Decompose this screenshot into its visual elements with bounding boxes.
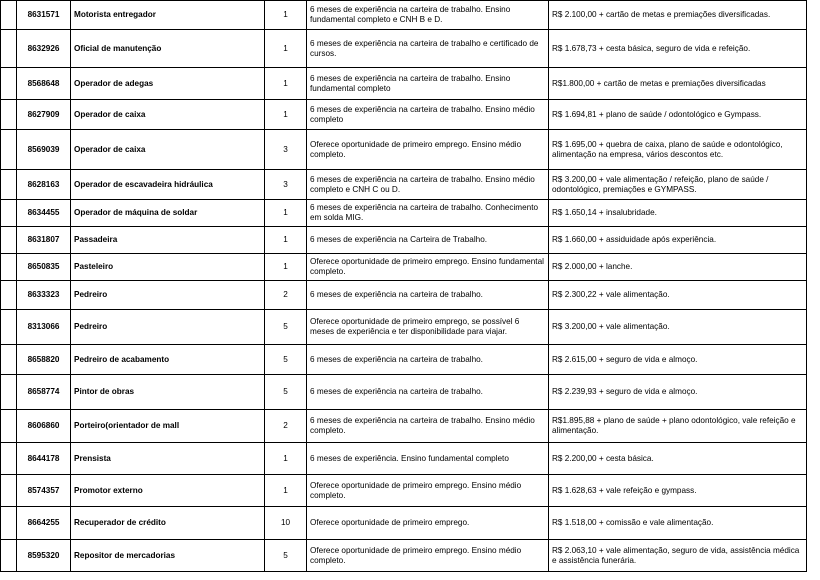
job-code-cell: 8628163 <box>17 170 71 200</box>
job-row <box>1 1 807 30</box>
job-title-cell: Promotor externo <box>71 475 265 507</box>
job-row <box>1 170 807 200</box>
vacancy-count-cell: 2 <box>265 410 307 443</box>
job-title-cell: Operador de máquina de soldar <box>71 200 265 227</box>
job-title-cell: Recuperador de crédito <box>71 507 265 540</box>
vacancy-count-cell: 5 <box>265 310 307 345</box>
job-title-cell: Passadeira <box>71 227 265 254</box>
salary-benefits-cell: R$ 3.200,00 + vale alimentação / refeição, plano de saúde / odontológico, premiações e GYMPASS. <box>549 170 807 200</box>
job-title-cell: Motorista entregador <box>71 1 265 30</box>
row-margin-cell <box>1 310 17 345</box>
vacancy-count-cell: 5 <box>265 375 307 410</box>
requirements-cell: 6 meses de experiência na Carteira de Trabalho. <box>307 227 549 254</box>
vacancy-count-cell: 1 <box>265 1 307 30</box>
job-row <box>1 100 807 130</box>
requirements-cell: 6 meses de experiência na carteira de trabalho. Ensino fundamental completo e CNH B e D. <box>307 1 549 30</box>
row-margin-cell <box>1 30 17 68</box>
salary-benefits-cell: R$ 2.615,00 + seguro de vida e almoço. <box>549 345 807 375</box>
job-title-cell: Operador de caixa <box>71 130 265 170</box>
row-margin-cell <box>1 200 17 227</box>
job-title-cell: Repositor de mercadorias <box>71 540 265 572</box>
row-margin-cell <box>1 443 17 475</box>
job-title-cell: Pedreiro <box>71 281 265 310</box>
job-title-cell: Oficial de manutenção <box>71 30 265 68</box>
requirements-cell: 6 meses de experiência na carteira de trabalho. Ensino fundamental completo <box>307 68 549 100</box>
job-code-cell: 8631807 <box>17 227 71 254</box>
vacancy-count-cell: 1 <box>265 227 307 254</box>
job-row <box>1 254 807 281</box>
requirements-cell: 6 meses de experiência na carteira de trabalho. Ensino médio completo <box>307 100 549 130</box>
job-title-cell: Porteiro(orientador de mall <box>71 410 265 443</box>
salary-benefits-cell: R$ 2.239,93 + seguro de vida e almoço. <box>549 375 807 410</box>
salary-benefits-cell: R$ 1.694,81 + plano de saúde / odontológico e Gympass. <box>549 100 807 130</box>
row-margin-cell <box>1 170 17 200</box>
row-margin-cell <box>1 1 17 30</box>
job-title-cell: Pintor de obras <box>71 375 265 410</box>
job-title-cell: Operador de adegas <box>71 68 265 100</box>
salary-benefits-cell: R$ 1.628,63 + vale refeição e gympass. <box>549 475 807 507</box>
requirements-cell: Oferece oportunidade de primeiro emprego. Ensino médio completo. <box>307 130 549 170</box>
salary-benefits-cell: R$ 2.200,00 + cesta básica. <box>549 443 807 475</box>
salary-benefits-cell: R$ 1.518,00 + comissão e vale alimentação. <box>549 507 807 540</box>
job-code-cell: 8627909 <box>17 100 71 130</box>
salary-benefits-cell: R$ 1.678,73 + cesta básica, seguro de vida e refeição. <box>549 30 807 68</box>
vacancy-count-cell: 10 <box>265 507 307 540</box>
row-margin-cell <box>1 345 17 375</box>
job-title-cell: Pedreiro de acabamento <box>71 345 265 375</box>
job-title-cell: Prensista <box>71 443 265 475</box>
vacancy-count-cell: 1 <box>265 68 307 100</box>
requirements-cell: 6 meses de experiência na carteira de trabalho. Ensino médio completo. <box>307 410 549 443</box>
job-row <box>1 475 807 507</box>
vacancy-count-cell: 1 <box>265 200 307 227</box>
job-row <box>1 345 807 375</box>
row-margin-cell <box>1 507 17 540</box>
salary-benefits-cell: R$1.895,88 + plano de saúde + plano odontológico, vale refeição e alimentação. <box>549 410 807 443</box>
row-margin-cell <box>1 410 17 443</box>
vacancy-count-cell: 3 <box>265 130 307 170</box>
job-code-cell: 8650835 <box>17 254 71 281</box>
job-code-cell: 8595320 <box>17 540 71 572</box>
job-row <box>1 507 807 540</box>
salary-benefits-cell: R$ 1.695,00 + quebra de caixa, plano de saúde e odontológico, alimentação na empresa, vários descontos etc. <box>549 130 807 170</box>
job-code-cell: 8658774 <box>17 375 71 410</box>
row-margin-cell <box>1 540 17 572</box>
row-margin-cell <box>1 281 17 310</box>
requirements-cell: 6 meses de experiência na carteira de trabalho. <box>307 281 549 310</box>
job-row <box>1 540 807 572</box>
row-margin-cell <box>1 254 17 281</box>
job-code-cell: 8313066 <box>17 310 71 345</box>
job-code-cell: 8644178 <box>17 443 71 475</box>
salary-benefits-cell: R$ 2.100,00 + cartão de metas e premiações diversificadas. <box>549 1 807 30</box>
requirements-cell: 6 meses de experiência na carteira de trabalho. Conhecimento em solda MIG. <box>307 200 549 227</box>
salary-benefits-cell: R$ 2.000,00 + lanche. <box>549 254 807 281</box>
job-row <box>1 227 807 254</box>
job-code-cell: 8664255 <box>17 507 71 540</box>
requirements-cell: 6 meses de experiência na carteira de trabalho e certificado de cursos. <box>307 30 549 68</box>
job-row <box>1 130 807 170</box>
job-title-cell: Operador de escavadeira hidráulica <box>71 170 265 200</box>
job-row <box>1 443 807 475</box>
job-code-cell: 8568648 <box>17 68 71 100</box>
requirements-cell: Oferece oportunidade de primeiro emprego. Ensino médio completo. <box>307 475 549 507</box>
salary-benefits-cell: R$1.800,00 + cartão de metas e premiações diversificadas <box>549 68 807 100</box>
job-row <box>1 200 807 227</box>
vacancy-count-cell: 3 <box>265 170 307 200</box>
salary-benefits-cell: R$ 3.200,00 + vale alimentação. <box>549 310 807 345</box>
row-margin-cell <box>1 227 17 254</box>
requirements-cell: 6 meses de experiência na carteira de trabalho. <box>307 375 549 410</box>
row-margin-cell <box>1 68 17 100</box>
job-code-cell: 8634455 <box>17 200 71 227</box>
job-code-cell: 8606860 <box>17 410 71 443</box>
vacancy-count-cell: 1 <box>265 475 307 507</box>
vacancy-count-cell: 5 <box>265 345 307 375</box>
requirements-cell: Oferece oportunidade de primeiro emprego, se possível 6 meses de experiência e ter disponibilidade para viajar. <box>307 310 549 345</box>
vacancy-count-cell: 2 <box>265 281 307 310</box>
job-title-cell: Pasteleiro <box>71 254 265 281</box>
job-code-cell: 8574357 <box>17 475 71 507</box>
job-row <box>1 30 807 68</box>
vacancy-count-cell: 5 <box>265 540 307 572</box>
vacancy-count-cell: 1 <box>265 254 307 281</box>
requirements-cell: Oferece oportunidade de primeiro emprego. Ensino médio completo. <box>307 540 549 572</box>
job-code-cell: 8569039 <box>17 130 71 170</box>
vacancy-count-cell: 1 <box>265 100 307 130</box>
requirements-cell: 6 meses de experiência. Ensino fundamental completo <box>307 443 549 475</box>
salary-benefits-cell: R$ 2.300,22 + vale alimentação. <box>549 281 807 310</box>
requirements-cell: 6 meses de experiência na carteira de trabalho. <box>307 345 549 375</box>
job-row <box>1 310 807 345</box>
row-margin-cell <box>1 100 17 130</box>
row-margin-cell <box>1 130 17 170</box>
salary-benefits-cell: R$ 1.660,00 + assiduidade após experiência. <box>549 227 807 254</box>
job-row <box>1 281 807 310</box>
job-code-cell: 8632926 <box>17 30 71 68</box>
job-code-cell: 8658820 <box>17 345 71 375</box>
job-row <box>1 375 807 410</box>
requirements-cell: 6 meses de experiência na carteira de trabalho. Ensino médio completo e CNH C ou D. <box>307 170 549 200</box>
requirements-cell: Oferece oportunidade de primeiro emprego. Ensino fundamental completo. <box>307 254 549 281</box>
job-listings-body <box>1 1 807 572</box>
job-row <box>1 410 807 443</box>
vacancy-count-cell: 1 <box>265 30 307 68</box>
row-margin-cell <box>1 375 17 410</box>
salary-benefits-cell: R$ 2.063,10 + vale alimentação, seguro de vida, assistência médica e assistência funerária. <box>549 540 807 572</box>
job-code-cell: 8631571 <box>17 1 71 30</box>
vacancy-count-cell: 1 <box>265 443 307 475</box>
job-title-cell: Pedreiro <box>71 310 265 345</box>
job-row <box>1 68 807 100</box>
job-title-cell: Operador de caixa <box>71 100 265 130</box>
requirements-cell: Oferece oportunidade de primeiro emprego. <box>307 507 549 540</box>
row-margin-cell <box>1 475 17 507</box>
job-code-cell: 8633323 <box>17 281 71 310</box>
salary-benefits-cell: R$ 1.650,14 + insalubridade. <box>549 200 807 227</box>
